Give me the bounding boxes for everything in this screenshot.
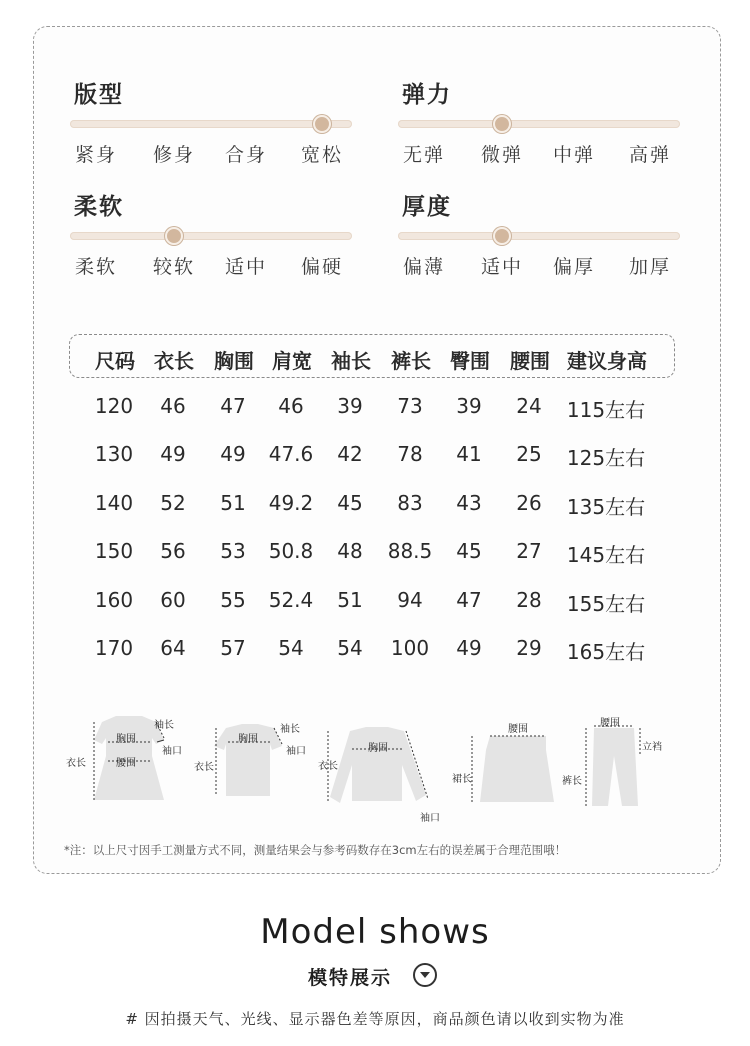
table-cell: 47 <box>220 394 246 418</box>
attribute-level-label: 微弹 <box>480 144 524 166</box>
table-cell: 125左右 <box>566 446 646 471</box>
attribute-level-label: 偏薄 <box>402 256 446 278</box>
table-row <box>69 442 675 471</box>
table-row <box>69 539 675 568</box>
attribute-level-label: 偏厚 <box>552 256 596 278</box>
attribute-level-label: 紧身 <box>74 144 118 166</box>
attribute-level-label: 适中 <box>480 256 524 278</box>
size-table-column-header: 臀围 <box>450 349 490 373</box>
table-cell: 39 <box>456 394 482 418</box>
attribute-level-label: 高弹 <box>628 144 672 166</box>
attribute-levels <box>398 252 684 280</box>
pants-length-label: 裤长 <box>562 776 582 787</box>
table-cell: 56 <box>160 539 186 564</box>
table-cell: 42 <box>337 442 363 467</box>
measurement-note: *注：以上尺寸因手工测量方式不同，测量结果会与参考码数存在3cm左右的误差属于合理范围哦！ <box>64 843 567 857</box>
attribute-slider-track <box>70 120 352 128</box>
table-cell: 120 <box>94 394 134 418</box>
dress-cuff-label: 袖口 <box>162 746 182 757</box>
table-cell: 47.6 <box>268 442 314 467</box>
pants-figure <box>560 712 672 812</box>
table-cell: 170 <box>94 636 134 660</box>
table-cell: 49 <box>220 442 246 467</box>
size-table-column-header: 尺码 <box>95 349 135 373</box>
size-table-column-header: 肩宽 <box>272 349 312 373</box>
table-cell: 45 <box>456 539 482 564</box>
attribute-title: 厚度 <box>402 194 452 220</box>
table-cell: 26 <box>516 490 542 515</box>
table-cell: 39 <box>337 394 363 418</box>
table-cell: 73 <box>397 394 423 418</box>
table-cell: 145左右 <box>566 543 646 568</box>
table-cell: 100 <box>390 636 430 660</box>
attribute-levels <box>398 140 684 168</box>
table-cell: 52.4 <box>268 587 314 612</box>
color-disclaimer: # 因拍摄天气、光线、显示器色差等原因，商品颜色请以收到实物为准 <box>125 1010 625 1028</box>
attribute-level-label: 柔软 <box>74 256 118 278</box>
attribute-3 <box>398 188 684 298</box>
attribute-level-label: 偏硬 <box>300 256 344 278</box>
attribute-slider-track <box>398 232 680 240</box>
table-cell: 88.5 <box>387 539 433 564</box>
tshirt-length-label: 衣长 <box>194 762 214 773</box>
dress-chest-label: 胸围 <box>116 734 136 745</box>
dress-sleeve-label: 袖长 <box>154 720 174 731</box>
table-cell: 115左右 <box>566 398 646 422</box>
table-cell: 47 <box>456 587 482 612</box>
table-cell: 46 <box>278 394 304 418</box>
table-cell: 150 <box>94 539 134 564</box>
table-cell: 83 <box>397 490 423 515</box>
model-shows-subtitle: 模特展示 <box>308 967 393 989</box>
table-cell: 160 <box>94 587 134 612</box>
table-row <box>69 588 675 614</box>
dress-waist-label: 腰围 <box>116 758 136 769</box>
tshirt-cuff-label: 袖口 <box>286 746 306 757</box>
attribute-slider-knob <box>165 227 183 245</box>
skirt-silhouette <box>450 716 562 811</box>
table-cell: 49 <box>456 636 482 660</box>
size-table-column-header: 胸围 <box>214 349 254 373</box>
pants-waist-label: 腰围 <box>600 718 620 729</box>
attribute-1 <box>398 76 684 186</box>
table-cell: 48 <box>337 539 363 564</box>
attribute-levels <box>70 140 356 168</box>
table-cell: 60 <box>160 587 186 612</box>
attribute-0 <box>70 76 356 186</box>
table-cell: 46 <box>160 394 186 418</box>
attribute-2 <box>70 188 356 298</box>
dress-length-label: 衣长 <box>66 758 86 769</box>
sweater-cuff-label: 袖口 <box>420 813 440 824</box>
attribute-level-label: 较软 <box>152 256 196 278</box>
table-cell: 78 <box>397 442 423 467</box>
table-cell: 51 <box>337 587 363 612</box>
attribute-title: 版型 <box>74 82 124 108</box>
table-cell: 29 <box>516 636 542 660</box>
table-cell: 52 <box>160 490 186 515</box>
table-cell: 51 <box>220 490 246 515</box>
table-row <box>69 636 675 662</box>
table-cell: 130 <box>94 442 134 467</box>
table-cell: 25 <box>516 442 542 467</box>
table-cell: 24 <box>516 394 542 418</box>
size-table-header <box>69 334 675 378</box>
table-cell: 28 <box>516 587 542 612</box>
attribute-level-label: 中弹 <box>552 144 596 166</box>
attribute-title: 弹力 <box>402 82 452 108</box>
skirt-figure <box>450 716 562 811</box>
table-cell: 41 <box>456 442 482 467</box>
table-cell: 54 <box>337 636 363 660</box>
sweater-figure <box>316 725 446 825</box>
table-cell: 140 <box>94 490 134 515</box>
table-cell: 165左右 <box>566 640 646 664</box>
size-table-column-header: 裤长 <box>391 349 431 373</box>
size-table-column-header: 建议身高 <box>567 349 647 373</box>
attribute-level-label: 适中 <box>224 256 268 278</box>
table-cell: 53 <box>220 539 246 564</box>
size-table-column-header: 袖长 <box>331 349 371 373</box>
table-row <box>69 491 675 517</box>
attribute-slider-knob <box>493 115 511 133</box>
table-cell: 43 <box>456 490 482 515</box>
dress-figure <box>64 708 194 808</box>
tshirt-sleeve-label: 袖长 <box>280 724 300 735</box>
table-cell: 27 <box>516 539 542 564</box>
skirt-waist-label: 腰围 <box>508 724 528 735</box>
tshirt-chest-label: 胸围 <box>238 734 258 745</box>
table-cell: 49.2 <box>268 490 314 515</box>
size-table-column-header: 腰围 <box>510 349 550 373</box>
table-cell: 55 <box>220 587 246 612</box>
attribute-level-label: 无弹 <box>402 144 446 166</box>
table-row <box>69 394 675 420</box>
attribute-level-label: 合身 <box>224 144 268 166</box>
attribute-slider-knob <box>313 115 331 133</box>
attribute-slider-track <box>398 120 680 128</box>
size-table-column-header: 衣长 <box>154 349 194 373</box>
sweater-chest-label: 胸围 <box>368 743 388 754</box>
model-shows-title: Model shows <box>260 912 490 952</box>
attribute-level-label: 修身 <box>152 144 196 166</box>
table-cell: 94 <box>397 587 423 612</box>
table-cell: 50.8 <box>268 539 314 564</box>
table-cell: 57 <box>220 636 246 660</box>
attribute-slider-track <box>70 232 352 240</box>
table-cell: 45 <box>337 490 363 515</box>
attribute-slider-knob <box>493 227 511 245</box>
attribute-title: 柔软 <box>74 194 124 220</box>
tshirt-figure <box>190 718 310 803</box>
table-cell: 49 <box>160 442 186 467</box>
chevron-down-circle-icon <box>413 963 437 987</box>
attribute-level-label: 加厚 <box>628 256 672 278</box>
sweater-length-label: 衣长 <box>318 761 338 772</box>
table-cell: 64 <box>160 636 186 660</box>
pants-rise-label: 立裆 <box>642 742 662 753</box>
attribute-level-label: 宽松 <box>300 144 344 166</box>
attribute-levels <box>70 252 356 280</box>
skirt-length-label: 裙长 <box>452 774 472 785</box>
table-cell: 135左右 <box>566 494 646 519</box>
table-cell: 155左右 <box>566 591 646 616</box>
table-cell: 54 <box>278 636 304 660</box>
